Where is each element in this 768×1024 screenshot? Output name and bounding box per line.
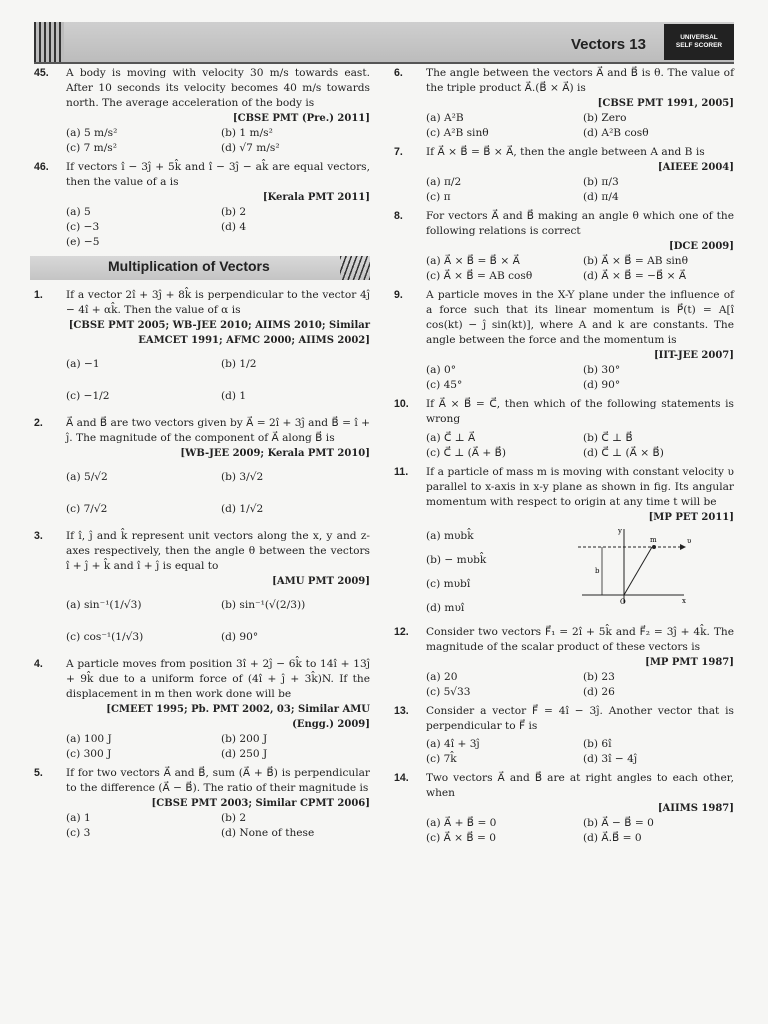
question-source: [Kerala PMT 2011] bbox=[262, 192, 370, 203]
option-b: (b) 1 m/s² bbox=[221, 127, 273, 139]
question-source: [AMU PMT 2009] bbox=[272, 576, 370, 587]
option-a: (a) 5 m/s² bbox=[66, 127, 118, 139]
option-b: (b) 1/2 bbox=[221, 357, 257, 370]
option-a: (a) 1 bbox=[66, 812, 91, 824]
option-c: (c) 7 m/s² bbox=[66, 142, 117, 154]
question-number: 7. bbox=[394, 146, 403, 158]
option-c: (c) 300 J bbox=[66, 748, 112, 760]
question-source: [CBSE PMT 2005; WB-JEE 2010; AIIMS 2010; Similar EAMCET 1991; AFMC 2000; AIIMS 2002] bbox=[68, 320, 370, 346]
option-d: (d) C⃗ ⊥ (A⃗ × B⃗) bbox=[583, 447, 664, 459]
question-3 bbox=[30, 529, 370, 653]
option-a: (a) sin⁻¹(1/√3) bbox=[66, 598, 142, 611]
question-5 bbox=[30, 766, 370, 841]
option-c: (c) π bbox=[426, 191, 451, 203]
question-number: 3. bbox=[34, 530, 43, 542]
option-d: (d) 3î − 4ĵ bbox=[583, 753, 638, 765]
question-number: 5. bbox=[34, 767, 43, 779]
question-number: 11. bbox=[394, 466, 409, 478]
option-c: (c) A²B sinθ bbox=[426, 127, 489, 139]
left-column bbox=[30, 66, 370, 845]
option-c: (c) −1/2 bbox=[66, 389, 110, 402]
question-source: [CBSE PMT (Pre.) 2011] bbox=[232, 113, 370, 124]
question-number: 2. bbox=[34, 417, 43, 429]
option-b: (b) 30° bbox=[583, 364, 621, 376]
question-number: 9. bbox=[394, 289, 403, 301]
option-a: (a) 0° bbox=[426, 364, 456, 376]
question-text: For vectors A⃗ and B⃗ making an angle θ which one of the following relations is correct bbox=[426, 210, 734, 237]
question-text: If a vector 2î + 3ĵ + 8k̂ is perpendicular to the vector 4ĵ − 4î + αk̂. Then the value of α is bbox=[66, 289, 370, 316]
header-stripes bbox=[34, 22, 64, 62]
option-c: (c) −3 bbox=[66, 221, 100, 233]
question-1 bbox=[30, 288, 370, 412]
distance-label: b bbox=[595, 567, 600, 575]
question-45 bbox=[30, 66, 370, 156]
question-number: 46. bbox=[34, 161, 49, 173]
option-b: (b) 6î bbox=[583, 738, 612, 750]
question-number: 13. bbox=[394, 705, 409, 717]
question-number: 12. bbox=[394, 626, 409, 638]
right-column bbox=[390, 66, 734, 850]
option-b: (b) sin⁻¹(√(2/3)) bbox=[221, 598, 306, 611]
option-a: (a) C⃗ ⊥ A⃗ bbox=[426, 432, 476, 444]
option-d: (d) None of these bbox=[221, 827, 315, 839]
option-a: (a) A⃗ × B⃗ = B⃗ × A⃗ bbox=[426, 255, 520, 267]
question-number: 6. bbox=[394, 67, 403, 79]
particle-motion-diagram bbox=[574, 525, 694, 605]
question-source: [MP PET 2011] bbox=[648, 512, 734, 523]
option-b: (b) 23 bbox=[583, 671, 615, 683]
question-8 bbox=[390, 209, 734, 284]
option-c: (c) A⃗ × B⃗ = 0 bbox=[426, 832, 497, 844]
option-c: (c) 5√33 bbox=[426, 686, 471, 698]
option-d: (d) 250 J bbox=[221, 748, 268, 760]
option-c: (c) 7/√2 bbox=[66, 502, 108, 515]
question-text: If for two vectors A⃗ and B⃗, sum (A⃗ + B⃗) is perpendicular to the difference (A⃗ − B⃗). The ratio of their magnitude is bbox=[66, 767, 370, 794]
question-2 bbox=[30, 416, 370, 525]
origin-label: O bbox=[620, 598, 626, 605]
option-a: (a) A⃗ + B⃗ = 0 bbox=[426, 817, 497, 829]
question-text: If A⃗ × B⃗ = C⃗, then which of the following statements is wrong bbox=[426, 398, 734, 425]
section-hatch bbox=[340, 256, 370, 280]
question-source: [CBSE PMT 2003; Similar CPMT 2006] bbox=[151, 798, 370, 809]
option-a: (a) A²B bbox=[426, 112, 464, 124]
page-title: Vectors 13 bbox=[570, 36, 646, 53]
option-d: (d) 1 bbox=[221, 389, 247, 402]
question-text: A body is moving with velocity 30 m/s towards east. After 10 seconds its velocity becomes 40 m/s towards north. The average acceleration of the body is bbox=[66, 67, 370, 109]
option-c: (c) cos⁻¹(1/√3) bbox=[66, 630, 144, 643]
question-10 bbox=[390, 397, 734, 461]
option-b: (b) π/3 bbox=[583, 176, 619, 188]
question-9 bbox=[390, 288, 734, 393]
option-b: (b) 200 J bbox=[221, 733, 268, 745]
option-d: (d) 1/√2 bbox=[221, 502, 264, 515]
question-text: If A⃗ × B⃗ = B⃗ × A⃗, then the angle between A and B is bbox=[426, 146, 705, 158]
section-heading bbox=[30, 256, 370, 280]
question-text: If a particle of mass m is moving with constant velocity υ parallel to x-axis in x-y plane as shown in fig. Its angular momentum with respect to origin at any time t will be bbox=[426, 466, 734, 508]
question-text: A particle moves in the X-Y plane under the influence of a force such that its linear momentum is P⃗(t) = A[î cos(kt) − ĵ sin(kt)], where A and k are constants. The angle between the force and the momentum is bbox=[426, 289, 734, 346]
option-d: (d) 4 bbox=[221, 221, 247, 233]
option-d: (d) √7 m/s² bbox=[221, 142, 280, 154]
question-source: [IIT-JEE 2007] bbox=[653, 350, 734, 361]
option-d: (d) A⃗ × B⃗ = −B⃗ × A⃗ bbox=[583, 270, 687, 282]
option-b: (b) A⃗ × B⃗ = AB sinθ bbox=[583, 255, 688, 267]
question-text: A⃗ and B⃗ are two vectors given by A⃗ = 2î + 3ĵ and B⃗ = î + ĵ. The magnitude of the component of A⃗ along B⃗ is bbox=[66, 417, 370, 444]
question-source: [AIEEE 2004] bbox=[657, 162, 734, 173]
question-7 bbox=[390, 145, 734, 205]
question-text: If î, ĵ and k̂ represent unit vectors along the x, y and z-axes respectively, then the angle θ between the vectors î + ĵ + k̂ and î + ĵ is equal to bbox=[66, 530, 370, 572]
question-source: [WB-JEE 2009; Kerala PMT 2010] bbox=[180, 448, 370, 459]
option-b: (b) 2 bbox=[221, 206, 247, 218]
question-4 bbox=[30, 657, 370, 762]
option-c: (c) C⃗ ⊥ (A⃗ + B⃗) bbox=[426, 447, 507, 459]
option-d: (d) mυî bbox=[426, 602, 465, 614]
question-text: Consider a vector F⃗ = 4î − 3ĵ. Another vector that is perpendicular to F⃗ is bbox=[426, 705, 734, 732]
page-header bbox=[34, 22, 734, 64]
option-d: (d) 90° bbox=[583, 379, 621, 391]
question-source: [DCE 2009] bbox=[668, 241, 734, 252]
question-11 bbox=[390, 465, 734, 621]
option-b: (b) A⃗ − B⃗ = 0 bbox=[583, 817, 654, 829]
question-number: 4. bbox=[34, 658, 43, 670]
option-c: (c) mυbî bbox=[426, 578, 471, 590]
question-source: [CMEET 1995; Pb. PMT 2002, 03; Similar AMU (Engg.) 2009] bbox=[106, 704, 370, 730]
option-b: (b) Zero bbox=[583, 112, 627, 124]
question-text: Consider two vectors F⃗₁ = 2î + 5k̂ and F⃗₂ = 3ĵ + 4k̂. The magnitude of the scalar product of these vectors is bbox=[426, 626, 734, 653]
question-source: [MP PMT 1987] bbox=[645, 657, 734, 668]
option-c: (c) 7k̂ bbox=[426, 753, 457, 765]
question-source: [CBSE PMT 1991, 2005] bbox=[597, 98, 734, 109]
question-text: If vectors î − 3ĵ + 5k̂ and î − 3ĵ − ak̂ are equal vectors, then the value of a is bbox=[66, 161, 370, 188]
option-d: (d) A⃗.B⃗ = 0 bbox=[583, 832, 642, 844]
question-number: 10. bbox=[394, 398, 409, 410]
question-6 bbox=[390, 66, 734, 141]
option-d: (d) 90° bbox=[221, 630, 259, 643]
option-c: (c) A⃗ × B⃗ = AB cosθ bbox=[426, 270, 533, 282]
option-b: (b) 2 bbox=[221, 812, 247, 824]
mass-label: m bbox=[650, 536, 657, 544]
section-title: Multiplication of Vectors bbox=[108, 258, 270, 274]
question-number: 1. bbox=[34, 289, 43, 301]
question-number: 14. bbox=[394, 772, 409, 784]
question-12 bbox=[390, 625, 734, 700]
option-c: (c) 45° bbox=[426, 379, 463, 391]
option-d: (d) π/4 bbox=[583, 191, 619, 203]
x-axis-label: x bbox=[682, 597, 686, 605]
option-a: (a) 5/√2 bbox=[66, 470, 108, 483]
option-a: (a) 20 bbox=[426, 671, 458, 683]
publisher-logo: UNIVERSAL SELF SCORER bbox=[664, 24, 734, 60]
option-b: (b) − mυbk̂ bbox=[426, 554, 487, 566]
question-source: [AIIMS 1987] bbox=[657, 803, 734, 814]
question-number: 8. bbox=[394, 210, 403, 222]
option-a: (a) 100 J bbox=[66, 733, 112, 745]
question-number: 45. bbox=[34, 67, 49, 79]
option-c: (c) 3 bbox=[66, 827, 91, 839]
option-b: (b) 3/√2 bbox=[221, 470, 264, 483]
y-axis-label: y bbox=[618, 527, 622, 535]
question-text: Two vectors A⃗ and B⃗ are at right angles to each other, when bbox=[426, 772, 734, 799]
question-text: A particle moves from position 3î + 2ĵ − 6k̂ to 14î + 13ĵ + 9k̂ due to a uniform force of (4î + ĵ + 3k̂)N. If the displacement in m then work done will be bbox=[66, 658, 370, 700]
option-d: (d) 26 bbox=[583, 686, 615, 698]
option-a: (a) π/2 bbox=[426, 176, 462, 188]
question-46 bbox=[30, 160, 370, 250]
question-14 bbox=[390, 771, 734, 846]
option-e: (e) −5 bbox=[66, 236, 100, 248]
option-b: (b) C⃗ ⊥ B⃗ bbox=[583, 432, 633, 444]
question-text: The angle between the vectors A⃗ and B⃗ is θ. The value of the triple product A⃗.(B⃗ × A⃗) is bbox=[426, 67, 734, 94]
option-d: (d) A²B cosθ bbox=[583, 127, 649, 139]
option-a: (a) 5 bbox=[66, 206, 91, 218]
velocity-label: υ bbox=[687, 537, 692, 545]
question-13 bbox=[390, 704, 734, 767]
option-a: (a) −1 bbox=[66, 357, 100, 370]
option-a: (a) mυbk̂ bbox=[426, 530, 474, 542]
option-a: (a) 4î + 3ĵ bbox=[426, 738, 480, 750]
